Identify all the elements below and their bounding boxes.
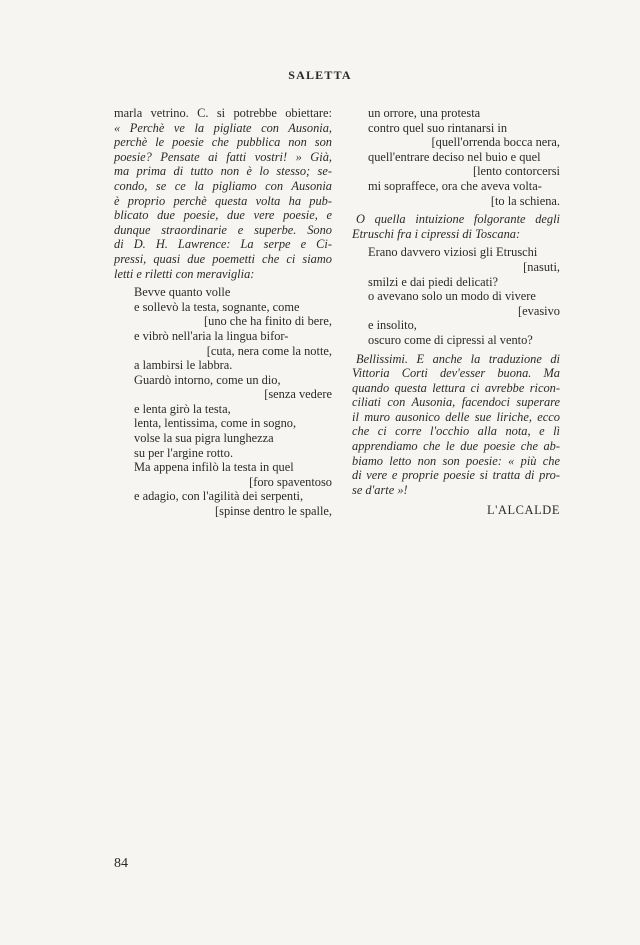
intro-line: O quella intuizione folgorante degli (356, 212, 560, 227)
poem-line: lenta, lentissima, come in sogno, (134, 416, 297, 431)
poem-line: a lambirsi le labbra. (134, 358, 233, 373)
page-header: SALETTA (288, 68, 352, 82)
commentary-prose (114, 106, 332, 281)
poem-line: oscuro come di cipressi al vento? (368, 332, 533, 347)
poem-line: [quell'orrenda bocca nera, (431, 135, 560, 150)
poem-line: [spinse dentro le spalle, (215, 504, 332, 519)
poem-line: [senza vedere (264, 387, 332, 402)
poem-line: un orrore, una protesta (368, 106, 481, 120)
closing-line: Vittoria Corti dev'esser buona. Ma (352, 366, 560, 381)
closing-line: apprendiamo che le due poesie che ab- (352, 439, 560, 454)
poem-line: Guardò intorno, come un dio, (134, 372, 281, 387)
closing-line: quando questa lettura ci avrebbe ricon- (352, 380, 560, 395)
left-column (114, 106, 332, 519)
right-column (352, 106, 560, 518)
prose-line: letti e riletti con meraviglia: (114, 266, 255, 281)
poem-line: volse la sua pigra lunghezza (134, 431, 274, 446)
poem-line: e vibrò nell'aria la lingua bifor- (134, 328, 289, 343)
author-signature: L'ALCALDE (486, 503, 560, 518)
closing-line: se d'arte »! (352, 482, 408, 497)
poem-line: Ma appena infilò la testa in quel (134, 460, 294, 475)
poem-line: e sollevò la testa, sognante, come (134, 299, 300, 314)
poem-line: mi sopraffece, ora che aveva volta- (368, 178, 542, 193)
poem-line: [lento contorcersi (472, 164, 560, 179)
poem-line: contro quel suo rintanarsi in (368, 120, 508, 135)
poem-line: e lenta girò la testa, (134, 401, 231, 416)
closing-commentary (352, 352, 560, 498)
prose-line: ma prima di tutto non è lo stesso; se- (114, 164, 332, 179)
poem-line: su per l'argine rotto. (134, 445, 234, 460)
closing-line: Bellissimi. E anche la traduzione di (356, 351, 560, 366)
page-number: 84 (114, 856, 128, 871)
poem-line: [cuta, nera come la notte, (206, 343, 332, 358)
poem-serpe (114, 285, 332, 519)
prose-line: condo, se ce la pigliamo con Ausonia (114, 178, 332, 193)
prose-line: poesie? Pensate ai fatti vostri! » Già, (114, 149, 332, 164)
poem-line: Bevve quanto volle (134, 285, 231, 300)
prose-line: perchè le poesie che pubblica non son (114, 135, 332, 150)
closing-line: che ci corre l'occhio alla nota, e lì (352, 424, 560, 439)
poem-line: e adagio, con l'agilità dei serpenti, (134, 489, 304, 504)
closing-line: ciliati con Ausonia, facendoci superare (352, 395, 560, 410)
closing-line: il muro ausonico delle sue liriche, ecco (352, 409, 560, 424)
prose-line: marla vetrino. C. si potrebbe obiettare: (114, 106, 332, 120)
poem-line: o avevano solo un modo di vivere (368, 289, 536, 304)
cipressi-intro (352, 212, 560, 241)
poem-line: quell'entrare deciso nel buio e quel (368, 149, 541, 164)
poem-line: [nasuti, (523, 259, 560, 274)
prose-line: è proprio perchè questa volta ha pub- (114, 193, 332, 208)
prose-line: blicato due poesie, due vere poesie, e (114, 208, 332, 223)
poem-line: [to la schiena. (490, 193, 560, 208)
poem-line: smilzi e dai piedi delicati? (368, 274, 499, 289)
closing-line: biamo letto non son poesie: « più che (352, 453, 560, 468)
poem-line: e insolito, (368, 318, 417, 333)
prose-line: pressi, quasi due poemetti che ci siamo (114, 251, 332, 266)
intro-line: Etruschi fra i cipressi di Toscana: (352, 226, 521, 241)
poem-line: [uno che ha finito di bere, (204, 314, 332, 329)
prose-line: dunque straordinarie e superbe. Sono (114, 222, 332, 237)
poem-cipressi (352, 245, 560, 347)
poem-line: Erano davvero viziosi gli Etruschi (368, 245, 538, 260)
closing-line: di vere e proprie poesie si tratta di pro- (352, 468, 560, 483)
prose-line: « Perchè ve la pigliate con Ausonia, (114, 120, 332, 135)
poem-line: [evasivo (518, 303, 560, 318)
prose-line: di D. H. Lawrence: La serpe e Ci- (114, 237, 332, 252)
poem-serpe-continued (352, 106, 560, 208)
poem-line: [foro spaventoso (249, 474, 332, 489)
